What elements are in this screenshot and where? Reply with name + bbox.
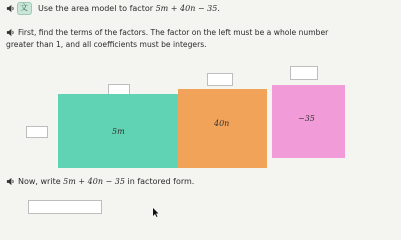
area-tile-2: [178, 89, 267, 168]
answer-input[interactable]: [28, 200, 102, 214]
tile-label: −35: [298, 114, 315, 123]
speaker-icon[interactable]: [6, 28, 15, 37]
speaker-icon[interactable]: [6, 177, 15, 186]
factor-left-input[interactable]: [26, 126, 48, 138]
instruction-line-3: greater than 1, and all coefficients must be integers.: [6, 40, 207, 49]
expression: 5m + 40n − 35: [63, 177, 125, 186]
expression: 5m + 40n − 35.: [155, 4, 220, 13]
area-tile-3: [272, 85, 345, 158]
speaker-icon[interactable]: [6, 4, 15, 13]
instruction-line-2: First, find the terms of the factors. The factor on the left must be a whole number: [18, 28, 329, 37]
area-tile-1: [58, 94, 178, 168]
instruction-text: in factored form.: [127, 177, 195, 186]
factor-top-input-2[interactable]: [207, 73, 233, 86]
instruction-text: Now, write: [18, 177, 61, 186]
instruction-line-1: [38, 4, 220, 14]
tile-label: 40n: [214, 119, 230, 128]
factor-top-input-3[interactable]: [290, 66, 318, 80]
instruction-line-4: [18, 177, 194, 187]
instruction-text: Use the area model to factor: [38, 4, 154, 13]
mouse-cursor-icon: [153, 208, 159, 217]
translate-icon[interactable]: 文: [17, 2, 32, 15]
tile-label: 5m: [112, 127, 125, 136]
